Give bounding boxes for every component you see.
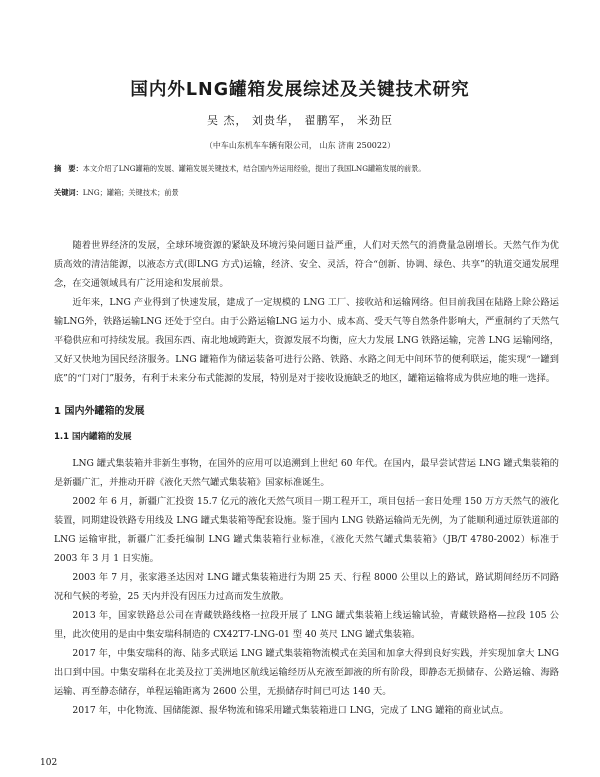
keywords-label: 关键词：: [54, 188, 83, 197]
paragraph: 2003 年 7 月，张家港圣达因对 LNG 罐式集装箱进行为期 25 天、行程 8000 公里以上的路试，路试期间经历不同路况和气候的考验，25 天内并没有因压力过高而发生放散。: [54, 572, 559, 602]
paragraph: 2017 年，中集安瑞科的海、陆多式联运 LNG 罐式集装箱物流模式在美国和加拿大得到良好实践，并实现加拿大 LNG 出口到中国。中集安瑞科在北美及拉丁美洲地区航线运输经历从充液至卸液的所有阶段，即静态无损储存、公路运输、海路运输、再至静态储存，单程运输距离为 2600 公里，无损储存时间已可达 140 天。: [54, 648, 559, 697]
page-number: 102: [40, 758, 58, 768]
keywords-text: LNG；罐箱；关键技术；前景: [82, 188, 179, 197]
section-1-1-body: [54, 454, 559, 720]
intro-body: [54, 236, 559, 388]
authors: 吴 杰， 刘贵华， 翟鹏军， 米劲臣: [207, 114, 393, 127]
abstract-text: 本文介绍了LNG罐箱的发展、罐箱发展关键技术，结合国内外运用经验，提出了我国LNG罐箱发展的前景。: [82, 164, 426, 173]
paragraph: 随着世界经济的发展，全球环境资源的紧缺及环境污染问题日益严重，人们对天然气的消费量急剧增长。天然气作为优质高效的清洁能源，以液态方式(即LNG 方式)运输，经济、安全、灵活，符合“创新、协调、绿色、共享”的轨道交通发展理念，在交通领域具有广泛用途和发展前景。: [54, 240, 559, 289]
section-heading-1: 1 国内外罐箱的发展: [54, 406, 145, 417]
paragraph: 2017 年，中化物流、国储能源、报华物流和锦采用罐式集装箱进口 LNG，完成了 LNG 罐箱的商业试点。: [72, 705, 509, 716]
keywords: [54, 186, 559, 200]
abstract-label: 摘 要：: [54, 164, 83, 173]
paragraph: LNG 罐式集装箱并非新生事物，在国外的应用可以追溯到上世纪 60 年代。在国内，最早尝试营运 LNG 罐式集装箱的是新疆广汇，并推动开辟《液化天然气罐式集装箱》国家标准诞生。: [54, 458, 559, 488]
paragraph: 近年来，LNG 产业得到了快速发展，建成了一定规模的 LNG 工厂、接收站和运输网络。但目前我国在陆路上除公路运输LNG外，铁路运输LNG 还处于空白。由于公路运输LNG 运力小、成本高、受天气等自然条件影响大，严重制约了天然气平稳供应和可持续发展。我国东西、南北地域跨距大，资源发展不均衡，应大力发展 LNG 铁路运输，完善 LNG 运输网络，又好又快地为国民经济服务。LNG 罐箱作为储运装备可进行公路、铁路、水路之间无中间环节的便利联运，能实现“一罐到底”的“门对门”服务，有利于未来分布式能源的发展，特别是对于接收设施缺乏的地区，罐箱运输将成为供应地的唯一选择。: [54, 297, 559, 384]
paper-title: 国内外LNG罐箱发展综述及关键技术研究: [130, 80, 470, 100]
paragraph: 2002 年 6 月，新疆广汇投资 15.7 亿元的液化天然气项目一期工程开工，项目包括一套日处理 150 万方天然气的液化装置，同期建设铁路专用线及 LNG 罐式集装箱等配套设施。鉴于国内 LNG 铁路运输尚无先例，为了能顺利通过原铁道部的 LNG 运输审批，新疆广汇委托编制 LNG 罐式集装箱行业标准，《液化天然气罐式集装箱》（JB/T 4780-2002）标准于 2003 年 3 月 1 日实施。: [54, 496, 559, 564]
affiliation: （中车山东机车车辆有限公司， 山东 济南 250022）: [204, 141, 396, 150]
abstract: [54, 160, 559, 178]
paragraph: 2013 年，国家铁路总公司在青藏铁路线格一拉段开展了 LNG 罐式集装箱上线运输试验，青藏铁路格—拉段 105 公里，此次使用的是由中集安瑞科制造的 CX42T7-LNG-01 型 40 英尺 LNG 罐式集装箱。: [54, 610, 559, 640]
section-heading-1-1: 1.1 国内罐箱的发展: [54, 432, 132, 442]
